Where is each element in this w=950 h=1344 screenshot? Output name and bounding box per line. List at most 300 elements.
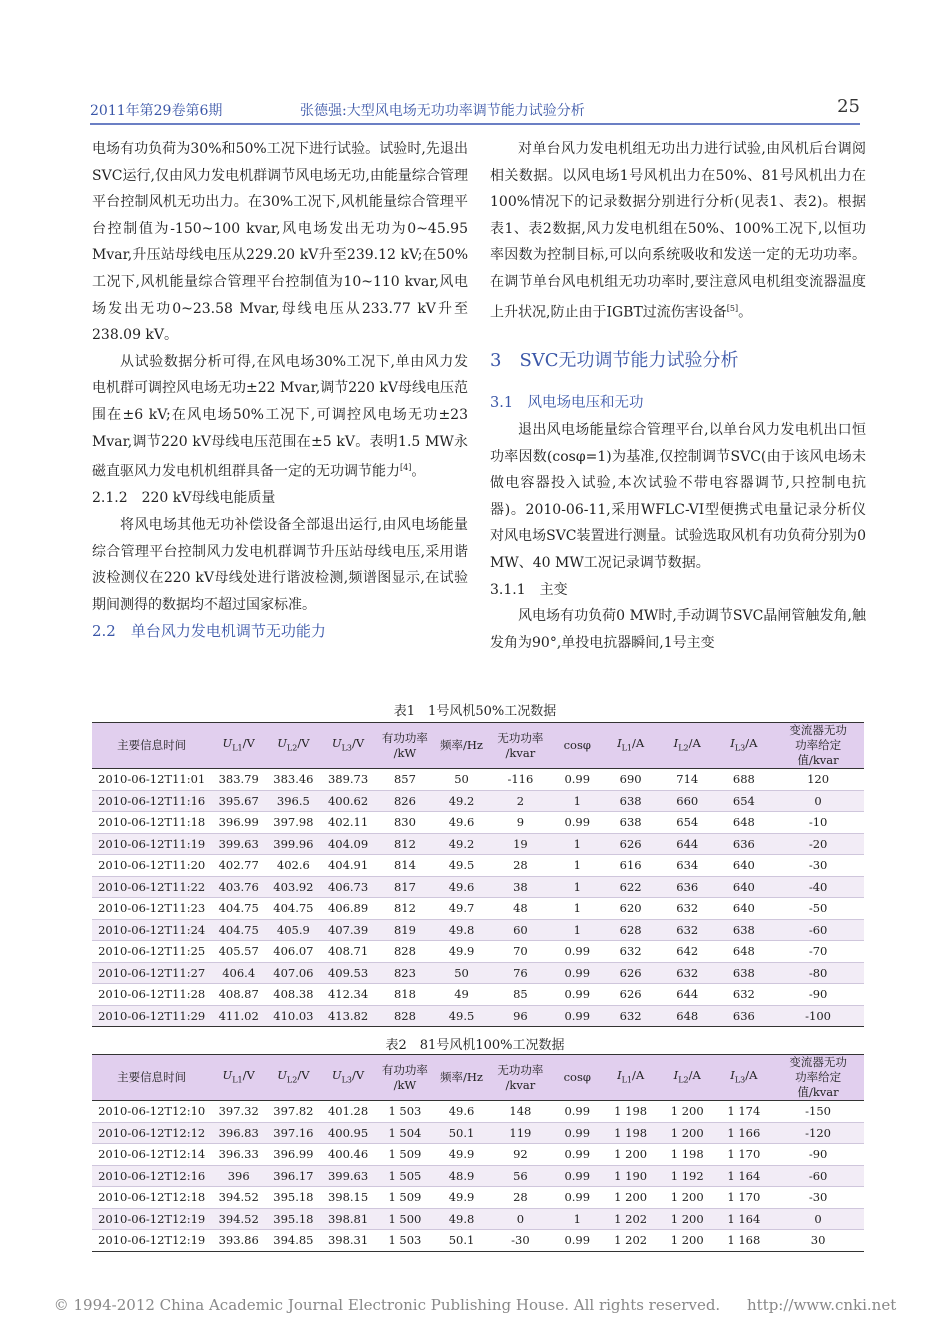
table-cell: 812 xyxy=(375,898,434,920)
table-cell: 1 202 xyxy=(602,1208,659,1230)
table-cell: 626 xyxy=(602,984,659,1006)
section-heading-2-1-2: 2.1.2 220 kV母线电能质量 xyxy=(92,490,276,507)
table-cell: 0 xyxy=(489,1208,553,1230)
table-row xyxy=(92,1122,864,1144)
column-header: $U_{L3}/V$ xyxy=(321,1055,376,1101)
table-cell: 632 xyxy=(659,898,716,920)
table-cell: 399.96 xyxy=(266,833,321,855)
table-cell: 0.99 xyxy=(552,1005,602,1027)
table-cell: 49.6 xyxy=(434,1101,488,1123)
site-link[interactable]: http://www.cnki.net xyxy=(746,1296,897,1314)
table-cell: 626 xyxy=(602,833,659,855)
table-cell: 812 xyxy=(375,833,434,855)
copyright-footer xyxy=(0,1296,950,1314)
table-cell: 0.99 xyxy=(552,1230,602,1252)
table-cell: 404.91 xyxy=(321,855,376,877)
section-heading-2-2: 2.2 单台风力发电机调节无功能力 xyxy=(92,622,326,641)
table-cell: 1 198 xyxy=(659,1144,716,1166)
table-cell: 395.18 xyxy=(266,1187,321,1209)
table-cell: 398.81 xyxy=(321,1208,376,1230)
left-column xyxy=(92,136,468,645)
table-cell: 397.98 xyxy=(266,812,321,834)
table-row xyxy=(92,855,864,877)
table-cell: 1 198 xyxy=(602,1122,659,1144)
table-row xyxy=(92,898,864,920)
column-header: 变流器无功 功率给定值/kvar xyxy=(772,1055,864,1101)
table-cell: 396.5 xyxy=(266,790,321,812)
table-cell: 654 xyxy=(659,812,716,834)
table-row xyxy=(92,1230,864,1252)
column-header: 有功功率 /kW xyxy=(375,723,434,769)
table-cell: -116 xyxy=(489,769,553,791)
table-cell: 148 xyxy=(489,1101,553,1123)
table-cell: 636 xyxy=(659,876,716,898)
table-row xyxy=(92,1187,864,1209)
table-cell: 400.95 xyxy=(321,1122,376,1144)
table-cell: 50.1 xyxy=(434,1122,488,1144)
table-cell: 2010-06-12T12:19 xyxy=(92,1230,211,1252)
table-cell: 2010-06-12T11:28 xyxy=(92,984,211,1006)
table-cell: 817 xyxy=(375,876,434,898)
column-header: cosφ xyxy=(552,1055,602,1101)
table-cell: 49.5 xyxy=(434,1005,488,1027)
table-cell: 823 xyxy=(375,962,434,984)
table-cell: 411.02 xyxy=(211,1005,266,1027)
table-cell: 0 xyxy=(772,1208,864,1230)
table-cell: 404.75 xyxy=(211,898,266,920)
table-header-row xyxy=(92,1055,864,1101)
table-row xyxy=(92,984,864,1006)
table-cell: -120 xyxy=(772,1122,864,1144)
table-cell: 406.89 xyxy=(321,898,376,920)
table-cell: -20 xyxy=(772,833,864,855)
table-cell: 413.82 xyxy=(321,1005,376,1027)
table-cell: 1 198 xyxy=(602,1101,659,1123)
table-cell: 0.99 xyxy=(552,984,602,1006)
table-cell: 408.38 xyxy=(266,984,321,1006)
table-cell: 49.2 xyxy=(434,833,488,855)
table-cell: 640 xyxy=(716,898,773,920)
table-cell: 406.07 xyxy=(266,941,321,963)
table-row xyxy=(92,1144,864,1166)
table-cell: 120 xyxy=(772,769,864,791)
table-cell: 49.9 xyxy=(434,941,488,963)
table-cell: 638 xyxy=(602,790,659,812)
table-cell: -150 xyxy=(772,1101,864,1123)
punct: 。 xyxy=(411,463,426,480)
table-cell: 648 xyxy=(716,812,773,834)
table-cell: 632 xyxy=(659,962,716,984)
table-cell: 394.85 xyxy=(266,1230,321,1252)
table-cell: 620 xyxy=(602,898,659,920)
table-cell: 1 500 xyxy=(375,1208,434,1230)
table-cell: 410.03 xyxy=(266,1005,321,1027)
table-cell: 85 xyxy=(489,984,553,1006)
table-cell: 9 xyxy=(489,812,553,834)
table-cell: 1 166 xyxy=(716,1122,773,1144)
table-cell: 396.99 xyxy=(211,812,266,834)
table-cell: 660 xyxy=(659,790,716,812)
table-cell: 49.8 xyxy=(434,919,488,941)
table-cell: 818 xyxy=(375,984,434,1006)
table-cell: 2010-06-12T12:19 xyxy=(92,1208,211,1230)
column-header: $I_{L2}/A$ xyxy=(659,1055,716,1101)
table-cell: 49.9 xyxy=(434,1187,488,1209)
table-cell: 400.62 xyxy=(321,790,376,812)
paragraph: 将风电场其他无功补偿设备全部退出运行,由风电场能量综合管理平台控制风力发电机群调节升压站母线电压,采用谐波检测仪在220 kV母线处进行谐波检测,频谱图显示,在试验期间测得的数据均不超过国家标准。 xyxy=(92,516,468,613)
table-cell: 1 164 xyxy=(716,1208,773,1230)
table-cell: 2010-06-12T12:10 xyxy=(92,1101,211,1123)
table-cell: 2010-06-12T11:24 xyxy=(92,919,211,941)
table-cell: 714 xyxy=(659,769,716,791)
table-cell: 857 xyxy=(375,769,434,791)
table-cell: 1 200 xyxy=(659,1230,716,1252)
table-cell: 640 xyxy=(716,876,773,898)
table-row xyxy=(92,962,864,984)
table-cell: 1 xyxy=(552,833,602,855)
table-cell: 0 xyxy=(772,790,864,812)
table-cell: 1 200 xyxy=(659,1101,716,1123)
table-cell: 628 xyxy=(602,919,659,941)
table-cell: 403.76 xyxy=(211,876,266,898)
table-cell: 402.77 xyxy=(211,855,266,877)
table-cell: 389.73 xyxy=(321,769,376,791)
paragraph-text: 从试验数据分析可得,在风电场30%工况下,单由风力发电机群可调控风电场无功±22 Mvar,调节220 kV母线电压范围在±6 kV;在风电场50%工况下,可调控风电场无功±23 Mvar,调节220 kV母线电压范围在±5 kV。表明1.5 MW永磁直驱风力发电机机组群具备一定的无功调节能力 xyxy=(92,353,468,480)
running-header xyxy=(90,96,860,122)
table-cell: 826 xyxy=(375,790,434,812)
table-cell: 50 xyxy=(434,962,488,984)
table-cell: -10 xyxy=(772,812,864,834)
table-cell: 0.99 xyxy=(552,941,602,963)
table-cell: 396.33 xyxy=(211,1144,266,1166)
table-cell: 1 200 xyxy=(659,1208,716,1230)
table-cell: 396.99 xyxy=(266,1144,321,1166)
table-cell: 50.1 xyxy=(434,1230,488,1252)
table-cell: 49.8 xyxy=(434,1208,488,1230)
column-header: 有功功率 /kW xyxy=(375,1055,434,1101)
table-row xyxy=(92,812,864,834)
table-row xyxy=(92,941,864,963)
table-cell: 404.75 xyxy=(266,898,321,920)
table-cell: 1 xyxy=(552,876,602,898)
table-cell: 1 164 xyxy=(716,1165,773,1187)
table-cell: 1 200 xyxy=(659,1187,716,1209)
table-cell: 2010-06-12T11:01 xyxy=(92,769,211,791)
table-cell: 1 200 xyxy=(602,1144,659,1166)
table-cell: 401.28 xyxy=(321,1101,376,1123)
table2 xyxy=(92,1054,864,1252)
table-cell: 396.17 xyxy=(266,1165,321,1187)
table-cell: -30 xyxy=(772,855,864,877)
table-cell: 396.83 xyxy=(211,1122,266,1144)
table-cell: 28 xyxy=(489,1187,553,1209)
table-cell: 1 509 xyxy=(375,1144,434,1166)
table-row xyxy=(92,1101,864,1123)
table-cell: 634 xyxy=(659,855,716,877)
journal-issue: 2011年第29卷第6期 xyxy=(90,103,223,119)
table-cell: 395.18 xyxy=(266,1208,321,1230)
table-cell: 38 xyxy=(489,876,553,898)
table-cell: 2010-06-12T11:23 xyxy=(92,898,211,920)
table-cell: 96 xyxy=(489,1005,553,1027)
table-cell: 642 xyxy=(659,941,716,963)
table-cell: 49.9 xyxy=(434,1144,488,1166)
column-header: 主要信息时间 xyxy=(92,1055,211,1101)
table-cell: 397.82 xyxy=(266,1101,321,1123)
table-cell: 814 xyxy=(375,855,434,877)
table-cell: 28 xyxy=(489,855,553,877)
column-header: $I_{L2}/A$ xyxy=(659,723,716,769)
column-header: 频率/Hz xyxy=(434,723,488,769)
column-header: 变流器无功 功率给定值/kvar xyxy=(772,723,864,769)
article-title: 张德强:大型风电场无功功率调节能力试验分析 xyxy=(300,103,585,119)
table-cell: 70 xyxy=(489,941,553,963)
table-cell: 1 xyxy=(552,919,602,941)
table-cell: 638 xyxy=(602,812,659,834)
table-cell: 0.99 xyxy=(552,1165,602,1187)
table-cell: 690 xyxy=(602,769,659,791)
column-header: $I_{L1}/A$ xyxy=(602,1055,659,1101)
table-cell: 399.63 xyxy=(321,1165,376,1187)
table-cell: 2010-06-12T11:22 xyxy=(92,876,211,898)
table-cell: 48 xyxy=(489,898,553,920)
right-column xyxy=(490,136,866,656)
table-cell: 1 192 xyxy=(659,1165,716,1187)
table-cell: 2010-06-12T12:14 xyxy=(92,1144,211,1166)
section-heading-3: 3 SVC无功调节能力试验分析 xyxy=(490,349,739,371)
table-row xyxy=(92,790,864,812)
table-cell: 2010-06-12T12:18 xyxy=(92,1187,211,1209)
table-cell: 1 503 xyxy=(375,1230,434,1252)
table1-caption: 表1 1号风机50%工况数据 xyxy=(393,704,557,719)
table-header-row xyxy=(92,723,864,769)
column-header: $I_{L3}/A$ xyxy=(716,723,773,769)
table-cell: 1 503 xyxy=(375,1101,434,1123)
table-cell: 0.99 xyxy=(552,962,602,984)
table-cell: 50 xyxy=(434,769,488,791)
paragraph xyxy=(92,349,468,486)
table-cell: 2 xyxy=(489,790,553,812)
table-cell: 404.75 xyxy=(211,919,266,941)
table-cell: 393.86 xyxy=(211,1230,266,1252)
table-cell: 402.11 xyxy=(321,812,376,834)
table-cell: 404.09 xyxy=(321,833,376,855)
table-cell: 394.52 xyxy=(211,1208,266,1230)
table-cell: -40 xyxy=(772,876,864,898)
citation[interactable]: [5] xyxy=(726,303,739,313)
table-cell: 1 170 xyxy=(716,1144,773,1166)
table-cell: 398.31 xyxy=(321,1230,376,1252)
copyright-text: © 1994-2012 China Academic Journal Electronic Publishing House. All rights reserved. xyxy=(53,1296,721,1314)
table-cell: 60 xyxy=(489,919,553,941)
table-cell: 626 xyxy=(602,962,659,984)
table-cell: 2010-06-12T12:12 xyxy=(92,1122,211,1144)
table-cell: 397.16 xyxy=(266,1122,321,1144)
column-header: $I_{L1}/A$ xyxy=(602,723,659,769)
table-cell: 408.87 xyxy=(211,984,266,1006)
table-row xyxy=(92,876,864,898)
table-cell: 2010-06-12T11:16 xyxy=(92,790,211,812)
table-cell: 49.7 xyxy=(434,898,488,920)
table-cell: 412.34 xyxy=(321,984,376,1006)
table-row xyxy=(92,1208,864,1230)
table-cell: 2010-06-12T11:29 xyxy=(92,1005,211,1027)
table-row xyxy=(92,919,864,941)
table2-caption: 表2 81号风机100%工况数据 xyxy=(385,1038,565,1053)
table-cell: 648 xyxy=(659,1005,716,1027)
section-heading-3-1-1: 3.1.1 主变 xyxy=(490,581,568,598)
table-row xyxy=(92,1005,864,1027)
table-cell: 1 190 xyxy=(602,1165,659,1187)
table-cell: 2010-06-12T11:25 xyxy=(92,941,211,963)
column-header: $U_{L1}/V$ xyxy=(211,723,266,769)
table-cell: 1 168 xyxy=(716,1230,773,1252)
table-cell: -90 xyxy=(772,984,864,1006)
table-cell: -30 xyxy=(772,1187,864,1209)
table-cell: 632 xyxy=(716,984,773,1006)
table-cell: 0.99 xyxy=(552,1101,602,1123)
table-cell: 48.9 xyxy=(434,1165,488,1187)
table-cell: 1 202 xyxy=(602,1230,659,1252)
table-cell: 399.63 xyxy=(211,833,266,855)
column-header: cosφ xyxy=(552,723,602,769)
table-cell: 632 xyxy=(659,919,716,941)
column-header: $U_{L2}/V$ xyxy=(266,723,321,769)
table-cell: 409.53 xyxy=(321,962,376,984)
table-cell: 397.32 xyxy=(211,1101,266,1123)
table-cell: 828 xyxy=(375,1005,434,1027)
table-cell: 402.6 xyxy=(266,855,321,877)
table-cell: 622 xyxy=(602,876,659,898)
table-cell: 49 xyxy=(434,984,488,1006)
table-cell: 0.99 xyxy=(552,769,602,791)
column-header: 无功功率 /kvar xyxy=(489,1055,553,1101)
table-cell: 383.79 xyxy=(211,769,266,791)
table-cell: 119 xyxy=(489,1122,553,1144)
table-cell: 49.2 xyxy=(434,790,488,812)
table-cell: 383.46 xyxy=(266,769,321,791)
column-header: $I_{L3}/A$ xyxy=(716,1055,773,1101)
table-cell: 49.6 xyxy=(434,812,488,834)
table-cell: 92 xyxy=(489,1144,553,1166)
column-header: 频率/Hz xyxy=(434,1055,488,1101)
table-cell: 688 xyxy=(716,769,773,791)
table-cell: 0.99 xyxy=(552,1122,602,1144)
table-cell: -30 xyxy=(489,1230,553,1252)
table-cell: 644 xyxy=(659,984,716,1006)
punct: 。 xyxy=(738,304,753,321)
column-header: 无功功率 /kvar xyxy=(489,723,553,769)
table-cell: 1 200 xyxy=(602,1187,659,1209)
table-cell: 632 xyxy=(602,1005,659,1027)
table-cell: 1 xyxy=(552,898,602,920)
column-header: $U_{L2}/V$ xyxy=(266,1055,321,1101)
table-cell: 396 xyxy=(211,1165,266,1187)
table-cell: 636 xyxy=(716,1005,773,1027)
table-cell: 406.4 xyxy=(211,962,266,984)
table-cell: 406.73 xyxy=(321,876,376,898)
table-cell: 644 xyxy=(659,833,716,855)
table-cell: 2010-06-12T11:19 xyxy=(92,833,211,855)
table-cell: 1 170 xyxy=(716,1187,773,1209)
table-cell: 2010-06-12T11:18 xyxy=(92,812,211,834)
table-cell: 1 504 xyxy=(375,1122,434,1144)
column-header: $U_{L1}/V$ xyxy=(211,1055,266,1101)
table-cell: 638 xyxy=(716,962,773,984)
table-cell: 819 xyxy=(375,919,434,941)
table-cell: 30 xyxy=(772,1230,864,1252)
table-cell: 830 xyxy=(375,812,434,834)
paragraph: 退出风电场能量综合管理平台,以单台风力发电机出口恒功率因数(cosφ=1)为基准,仅控制调节SVC(由于该风电场未做电容器投入试验,本次试验不带电容器调节,只控制电抗器)。2010-06-11,采用WFLC-VI型便携式电量记录分析仪对风电场SVC装置进行测量。试验选取风机有功负荷分别为0 MW、40 MW工况记录调节数据。 xyxy=(490,422,866,571)
table-cell: -50 xyxy=(772,898,864,920)
table-cell: 407.39 xyxy=(321,919,376,941)
table-cell: 2010-06-12T11:20 xyxy=(92,855,211,877)
table-cell: 638 xyxy=(716,919,773,941)
table-cell: 49.6 xyxy=(434,876,488,898)
table-cell: 405.57 xyxy=(211,941,266,963)
section-heading-3-1: 3.1 风电场电压和无功 xyxy=(490,395,644,412)
table-cell: -60 xyxy=(772,919,864,941)
table-cell: 1 200 xyxy=(659,1122,716,1144)
table-cell: 0.99 xyxy=(552,812,602,834)
column-header: 主要信息时间 xyxy=(92,723,211,769)
table-cell: 0.99 xyxy=(552,1144,602,1166)
table-cell: 408.71 xyxy=(321,941,376,963)
table-cell: 1 xyxy=(552,790,602,812)
table-cell: -90 xyxy=(772,1144,864,1166)
column-header: $U_{L3}/V$ xyxy=(321,723,376,769)
table-cell: 0.99 xyxy=(552,1187,602,1209)
table-cell: 395.67 xyxy=(211,790,266,812)
table-cell: -70 xyxy=(772,941,864,963)
table-cell: 407.06 xyxy=(266,962,321,984)
table-cell: 76 xyxy=(489,962,553,984)
table-cell: 1 174 xyxy=(716,1101,773,1123)
table-cell: 1 xyxy=(552,1208,602,1230)
table-cell: 640 xyxy=(716,855,773,877)
table-cell: 403.92 xyxy=(266,876,321,898)
table-cell: 1 509 xyxy=(375,1187,434,1209)
citation[interactable]: [4] xyxy=(400,463,412,473)
table-cell: 828 xyxy=(375,941,434,963)
paragraph-text: 对单台风力发电机组无功出力进行试验,由风机后台调阅相关数据。以风电场1号风机出力在50%、81号风机出力在100%情况下的记录数据分别进行分析(见表1、表2)。根据表1、表2数据,风力发电机组在50%、100%工况下,以恒功率因数为控制目标,可以向系统吸收和发送一定的无功功率。在调节单台风电机组无功功率时,要注意风电机组变流器温度上升状况,防止由于IGBT过流伤害设备 xyxy=(490,141,866,321)
table-cell: 398.15 xyxy=(321,1187,376,1209)
table-cell: -100 xyxy=(772,1005,864,1027)
table-cell: 405.9 xyxy=(266,919,321,941)
paragraph: 电场有功负荷为30%和50%工况下进行试验。试验时,先退出SVC运行,仅由风力发电机群调节风电场无功,由能量综合管理平台控制风机无功出力。在30%工况下,风机能量综合管理平台控制值为-150~100 kvar,风电场发出无功为0~45.95 Mvar,升压站母线电压从229.20 kV升至239.12 kV;在50%工况下,风机能量综合管理平台控制值为10~110 kvar,风电场发出无功0~23.58 Mvar,母线电压从233.77 kV升至238.09 kV。 xyxy=(92,141,468,344)
table-cell: -80 xyxy=(772,962,864,984)
table1 xyxy=(92,722,864,1027)
table-cell: 56 xyxy=(489,1165,553,1187)
table-row xyxy=(92,769,864,791)
page-number: 25 xyxy=(837,96,860,117)
table-row xyxy=(92,1165,864,1187)
table-row xyxy=(92,833,864,855)
table-cell: 2010-06-12T11:27 xyxy=(92,962,211,984)
table-cell: 636 xyxy=(716,833,773,855)
paragraph xyxy=(490,136,866,326)
table-cell: 616 xyxy=(602,855,659,877)
table-cell: -60 xyxy=(772,1165,864,1187)
header-rule xyxy=(90,123,860,125)
table-cell: 648 xyxy=(716,941,773,963)
table-cell: 19 xyxy=(489,833,553,855)
table-cell: 1 xyxy=(552,855,602,877)
paragraph: 风电场有功负荷0 MW时,手动调节SVC晶闸管触发角,触发角为90°,单投电抗器瞬间,1号主变 xyxy=(490,608,866,651)
table-cell: 400.46 xyxy=(321,1144,376,1166)
table-cell: 654 xyxy=(716,790,773,812)
table-cell: 632 xyxy=(602,941,659,963)
